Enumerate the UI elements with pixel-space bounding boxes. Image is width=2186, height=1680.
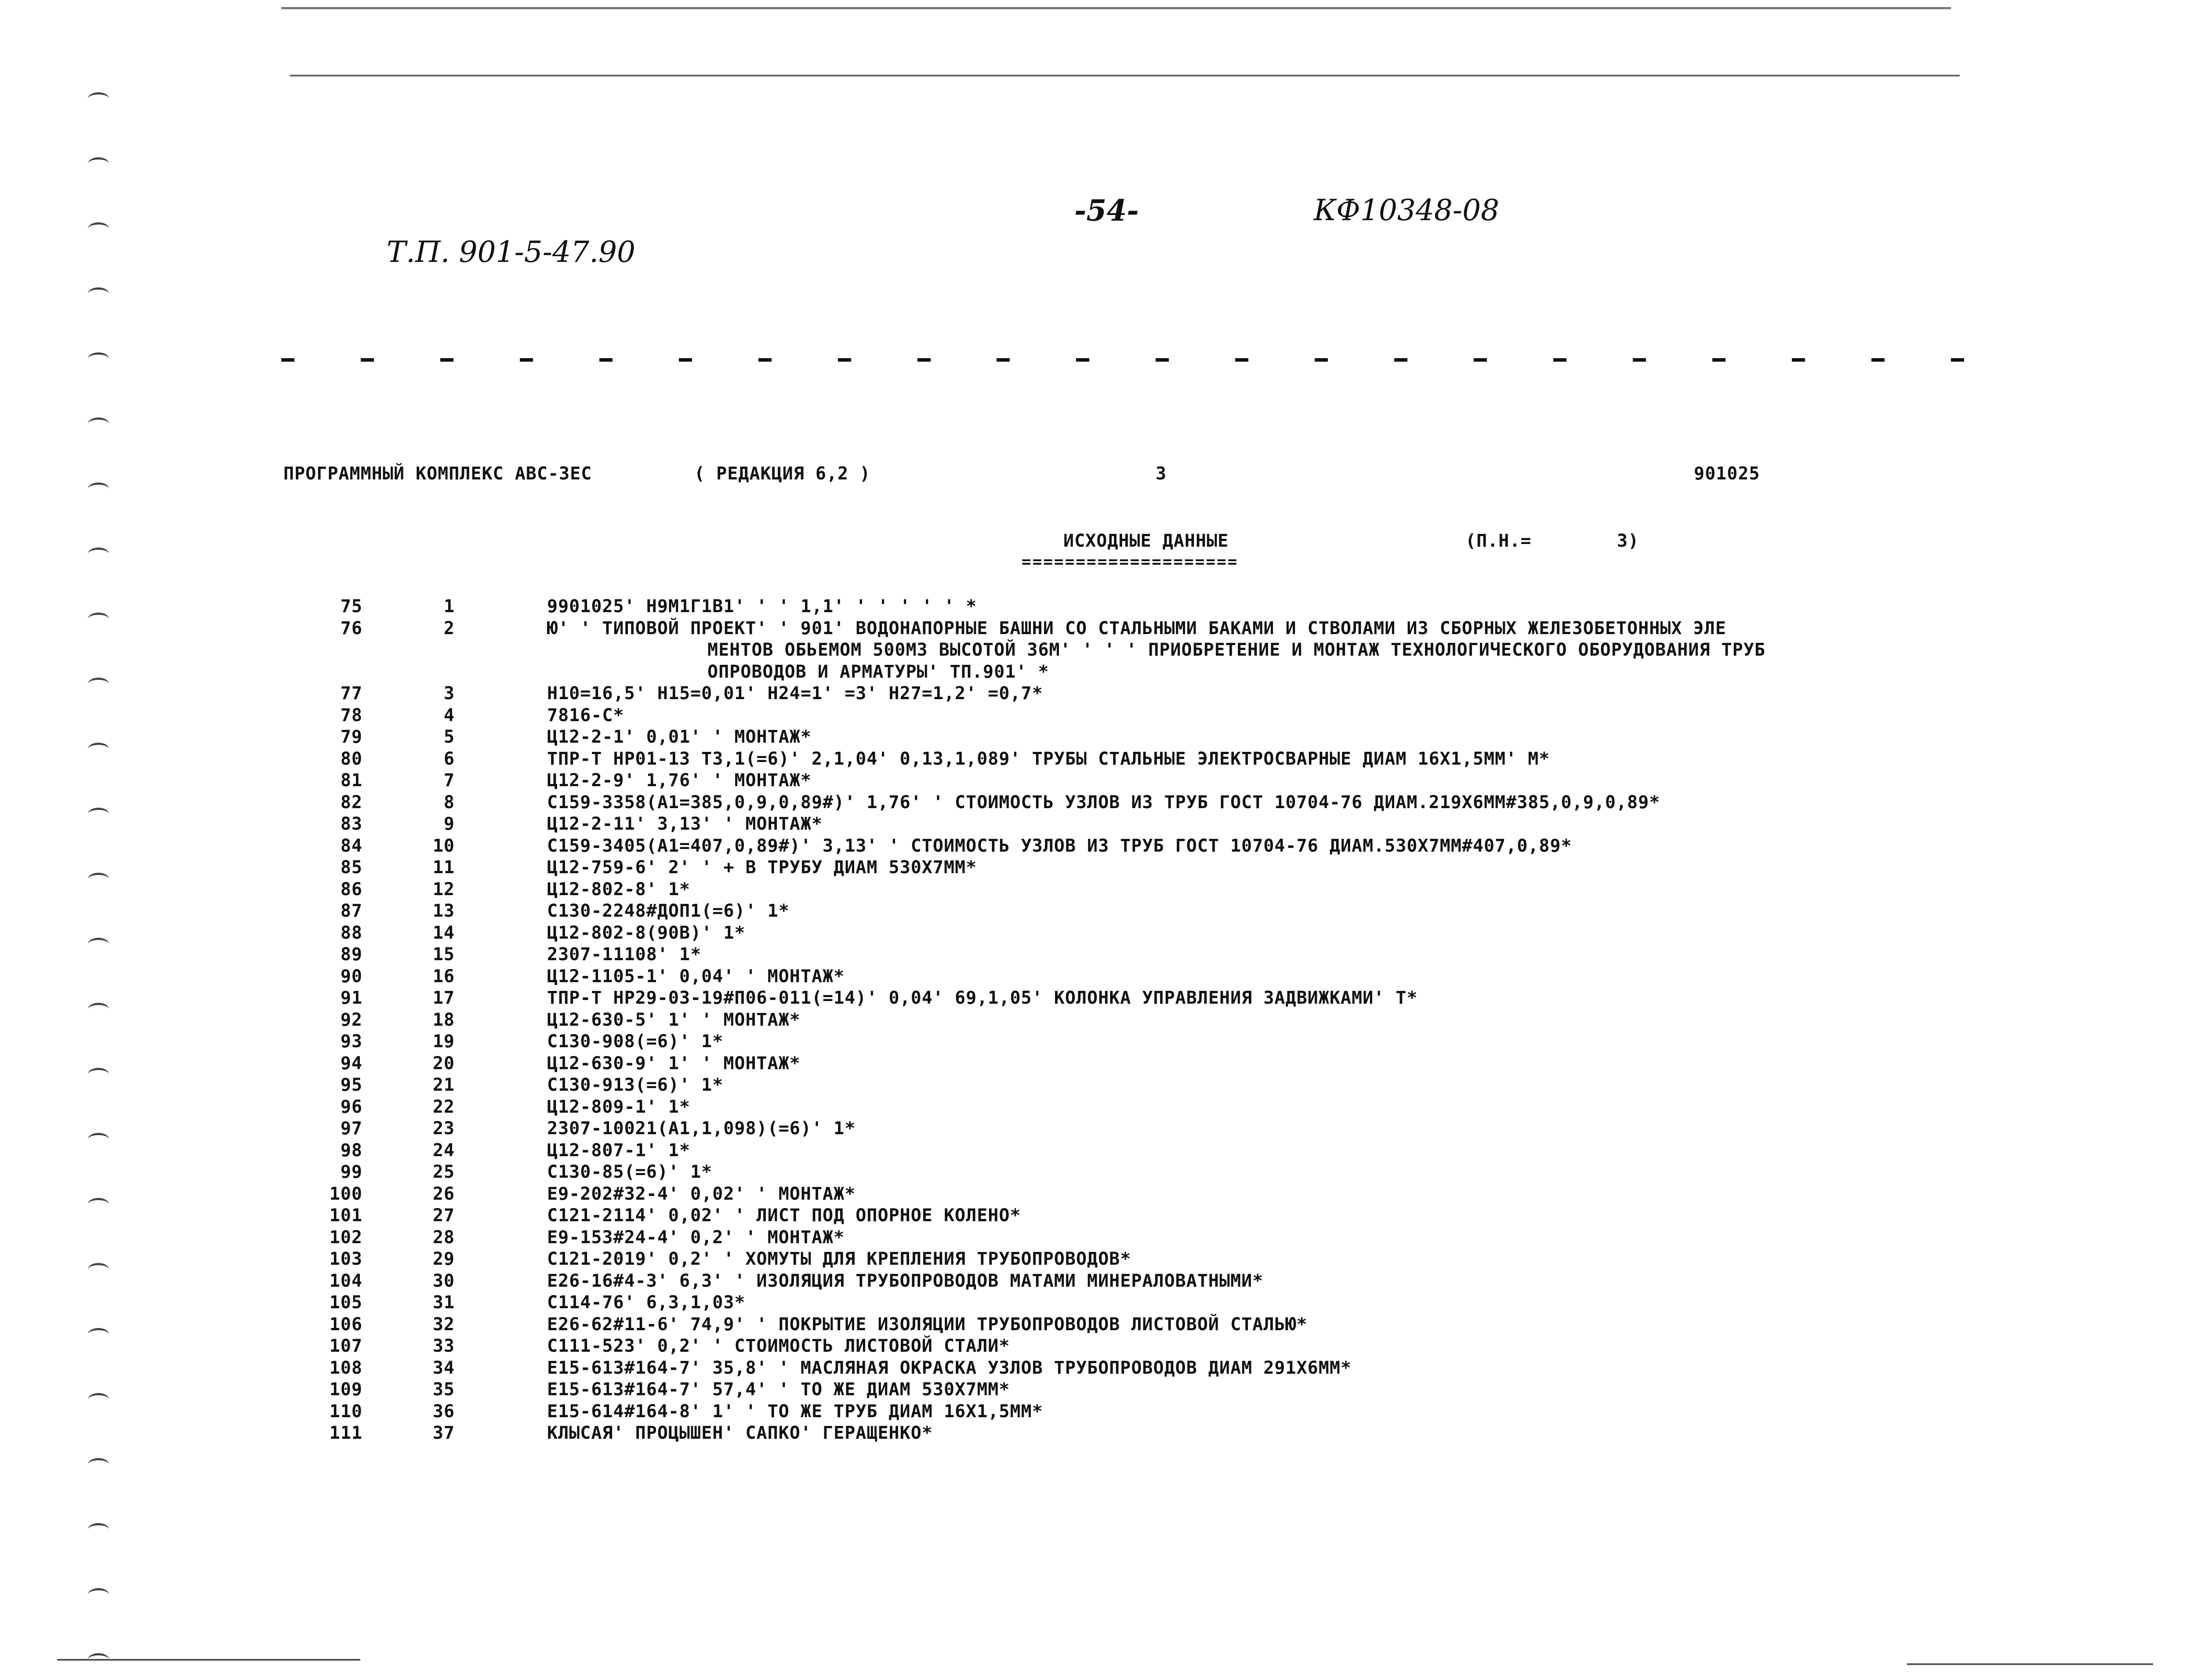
line-number: 107 bbox=[329, 1336, 363, 1356]
line-number: 106 bbox=[329, 1314, 363, 1335]
listing-row bbox=[0, 1009, 2186, 1031]
listing-row bbox=[0, 1053, 2186, 1075]
listing-row bbox=[0, 1118, 2186, 1140]
section-title-underline: ==================== bbox=[1022, 553, 1239, 571]
line-number: 87 bbox=[340, 901, 363, 921]
section-title: ИСХОДНЫЕ ДАННЫЕ bbox=[1063, 531, 1229, 551]
dash-mark bbox=[361, 358, 374, 362]
line-number: 108 bbox=[329, 1357, 363, 1378]
punch-hole-mark bbox=[88, 222, 109, 235]
listing-row bbox=[0, 1401, 2186, 1423]
card-number: 31 bbox=[432, 1292, 455, 1313]
dash-mark bbox=[1235, 358, 1248, 362]
line-number: 99 bbox=[340, 1162, 363, 1182]
punch-hole-mark bbox=[88, 417, 109, 430]
dash-mark bbox=[1315, 358, 1328, 362]
dash-mark bbox=[997, 358, 1010, 362]
handwritten-project: Т.П. 901-5-47.90 bbox=[387, 235, 636, 269]
listing-row bbox=[0, 1227, 2186, 1249]
line-number: 111 bbox=[329, 1423, 363, 1443]
punch-hole-mark bbox=[88, 1653, 109, 1666]
dash-mark bbox=[1474, 358, 1487, 362]
record-text: С121-2019' 0,2' ' ХОМУТЫ ДЛЯ КРЕПЛЕНИЯ ТРУБОПРОВОДОВ* bbox=[547, 1249, 1131, 1269]
listing-row bbox=[0, 1335, 2186, 1357]
record-text: Ц12-630-9' 1' ' МОНТАЖ* bbox=[547, 1053, 801, 1074]
line-number: 95 bbox=[340, 1075, 363, 1095]
line-number: 92 bbox=[340, 1009, 363, 1030]
line-number: 85 bbox=[340, 857, 363, 878]
pn-label: (П.Н.= bbox=[1465, 531, 1532, 551]
dash-mark bbox=[838, 358, 851, 362]
line-number: 84 bbox=[340, 835, 363, 856]
card-number: 34 bbox=[432, 1357, 455, 1378]
record-text: Ц12-759-6' 2' ' + В ТРУБУ ДИАМ 530Х7ММ* bbox=[547, 857, 977, 878]
card-number: 37 bbox=[432, 1423, 455, 1443]
listing-row bbox=[0, 705, 2186, 727]
dash-mark bbox=[1712, 358, 1726, 362]
record-text: Е15-613#164-7' 35,8' ' МАСЛЯНАЯ ОКРАСКА УЗЛОВ ТРУБОПРОВОДОВ ДИАМ 291Х6ММ* bbox=[547, 1357, 1352, 1378]
punch-hole-mark bbox=[88, 92, 109, 105]
dash-mark bbox=[520, 358, 533, 362]
line-number: 110 bbox=[329, 1401, 363, 1422]
dash-mark bbox=[1792, 358, 1805, 362]
bottom-rule-right bbox=[1907, 1663, 2153, 1665]
listing-row bbox=[0, 770, 2186, 792]
line-number: 83 bbox=[340, 814, 363, 834]
listing-row bbox=[0, 835, 2186, 857]
dash-mark bbox=[917, 358, 931, 362]
card-number: 9 bbox=[443, 814, 455, 834]
line-number: 98 bbox=[340, 1140, 363, 1161]
dash-mark bbox=[1394, 358, 1407, 362]
record-text: 7816-С* bbox=[547, 705, 624, 726]
record-text-continuation: МЕНТОВ ОБЬЕМОМ 500М3 ВЫСОТОЙ 36М' ' ' ' ПРИОБРЕТЕНИЕ И МОНТАЖ ТЕХНОЛОГИЧЕСКОГО ОБОРУДОВАНИЯ ТРУБ bbox=[707, 640, 1765, 660]
listing-row bbox=[0, 1248, 2186, 1270]
card-number: 3 bbox=[443, 683, 455, 704]
record-text: Ю' ' ТИПОВОЙ ПРОЕКТ' ' 901' ВОДОНАПОРНЫЕ БАШНИ СО СТАЛЬНЫМИ БАКАМИ И СТВОЛАМИ ИЗ СБОРНЫХ ЖЕЛЕЗОБЕТОННЫХ ЭЛЕ bbox=[547, 618, 1726, 639]
line-number: 79 bbox=[340, 727, 363, 747]
dash-mark bbox=[1951, 358, 1964, 362]
card-number: 21 bbox=[432, 1075, 455, 1095]
record-text: КЛЫСАЯ' ПРОЦЫШЕН' САПКО' ГЕРАЩЕНКО* bbox=[547, 1423, 933, 1443]
dash-mark bbox=[1633, 358, 1646, 362]
listing-row bbox=[0, 1422, 2186, 1444]
punch-hole-mark bbox=[88, 157, 109, 170]
card-number: 24 bbox=[432, 1140, 455, 1161]
card-number: 23 bbox=[432, 1118, 455, 1139]
card-number: 26 bbox=[432, 1183, 455, 1204]
line-number: 76 bbox=[340, 618, 363, 639]
listing-row bbox=[0, 1357, 2186, 1379]
listing-row bbox=[0, 683, 2186, 705]
dashed-separator bbox=[281, 358, 1964, 363]
line-number: 94 bbox=[340, 1053, 363, 1074]
punch-hole-mark bbox=[88, 1458, 109, 1471]
record-text: ТПР-Т НР29-03-19#П06-011(=14)' 0,04' 69,1,05' КОЛОНКА УПРАВЛЕНИЯ ЗАДВИЖКАМИ' Т* bbox=[547, 988, 1418, 1008]
document-code: 901025 bbox=[1694, 464, 1760, 484]
record-text: Ц12-2-11' 3,13' ' МОНТАЖ* bbox=[547, 814, 823, 834]
punch-hole-mark bbox=[88, 352, 109, 365]
line-number: 104 bbox=[329, 1270, 363, 1291]
listing-row bbox=[0, 596, 2186, 618]
record-text: Ц12-2-1' 0,01' ' МОНТАЖ* bbox=[547, 727, 812, 747]
listing-row bbox=[0, 726, 2186, 748]
card-number: 28 bbox=[432, 1227, 455, 1248]
card-number: 29 bbox=[432, 1249, 455, 1269]
line-number: 80 bbox=[340, 748, 363, 769]
line-number: 75 bbox=[340, 596, 363, 617]
record-text: С159-3405(А1=407,0,89#)' 3,13' ' СТОИМОСТЬ УЗЛОВ ИЗ ТРУБ ГОСТ 10704-76 ДИАМ.530Х7ММ#407,0,89* bbox=[547, 835, 1572, 856]
card-number: 5 bbox=[443, 727, 455, 747]
dash-mark bbox=[1156, 358, 1169, 362]
dash-mark bbox=[758, 358, 772, 362]
record-text: Е9-202#32-4' 0,02' ' МОНТАЖ* bbox=[547, 1183, 856, 1204]
card-number: 13 bbox=[432, 901, 455, 921]
record-text: С130-2248#ДОП1(=6)' 1* bbox=[547, 901, 790, 921]
card-number: 36 bbox=[432, 1401, 455, 1422]
record-text: 2307-10021(А1,1,098)(=6)' 1* bbox=[547, 1118, 856, 1139]
card-number: 14 bbox=[432, 922, 455, 943]
dash-mark bbox=[1553, 358, 1566, 362]
record-text: Ц12-2-9' 1,76' ' МОНТАЖ* bbox=[547, 770, 812, 791]
listing-row bbox=[0, 879, 2186, 901]
line-number: 81 bbox=[340, 770, 363, 791]
line-number: 105 bbox=[329, 1292, 363, 1313]
line-number: 102 bbox=[329, 1227, 363, 1248]
listing-row bbox=[0, 987, 2186, 1009]
line-number: 91 bbox=[340, 988, 363, 1008]
record-text: Н10=16,5' Н15=0,01' Н24=1' =3' Н27=1,2' =0,7* bbox=[547, 683, 1043, 704]
record-text: Ц12-807-1' 1* bbox=[547, 1140, 691, 1161]
listing-row bbox=[0, 748, 2186, 770]
record-text: Е26-62#11-6' 74,9' ' ПОКРЫТИЕ ИЗОЛЯЦИИ ТРУБОПРОВОДОВ ЛИСТОВОЙ СТАЛЬЮ* bbox=[547, 1314, 1308, 1335]
pn-value: 3) bbox=[1617, 531, 1639, 551]
card-number: 33 bbox=[432, 1336, 455, 1356]
card-number: 30 bbox=[432, 1270, 455, 1291]
listing-row bbox=[0, 1205, 2186, 1227]
card-number: 7 bbox=[443, 770, 455, 791]
line-number: 88 bbox=[340, 922, 363, 943]
listing-row bbox=[0, 1314, 2186, 1336]
record-text: 9901025' Н9М1Г1В1' ' ' 1,1' ' ' ' ' ' * bbox=[547, 596, 977, 617]
punch-hole-mark bbox=[88, 548, 109, 560]
record-text: Е15-614#164-8' 1' ' ТО ЖЕ ТРУБ ДИАМ 16Х1,5ММ* bbox=[547, 1401, 1043, 1422]
page-number: 3 bbox=[1156, 464, 1167, 484]
punch-hole-mark bbox=[88, 287, 109, 300]
data-listing bbox=[0, 596, 2186, 1444]
dash-mark bbox=[440, 358, 453, 362]
listing-row bbox=[0, 813, 2186, 835]
card-number: 19 bbox=[432, 1031, 455, 1052]
program-name: ПРОГРАММНЫЙ КОМПЛЕКС АВС-ЗЕС bbox=[283, 464, 592, 484]
upper-rule bbox=[290, 75, 1960, 76]
listing-row bbox=[0, 1270, 2186, 1292]
record-text: С121-2114' 0,02' ' ЛИСТ ПОД ОПОРНОЕ КОЛЕНО* bbox=[547, 1205, 1021, 1226]
punch-hole-mark bbox=[88, 483, 109, 495]
top-rule bbox=[281, 7, 1951, 9]
card-number: 15 bbox=[432, 944, 455, 965]
listing-row bbox=[0, 1140, 2186, 1162]
card-number: 35 bbox=[432, 1379, 455, 1400]
line-number: 96 bbox=[340, 1096, 363, 1117]
line-number: 78 bbox=[340, 705, 363, 726]
record-text: С130-913(=6)' 1* bbox=[547, 1075, 724, 1095]
listing-row bbox=[0, 792, 2186, 814]
card-number: 11 bbox=[432, 857, 455, 878]
card-number: 2 bbox=[443, 618, 455, 639]
record-text: Е9-153#24-4' 0,2' ' МОНТАЖ* bbox=[547, 1227, 845, 1248]
record-text: Ц12-630-5' 1' ' МОНТАЖ* bbox=[547, 1009, 801, 1030]
punch-hole-mark bbox=[88, 1523, 109, 1536]
listing-row bbox=[0, 1292, 2186, 1314]
listing-row bbox=[0, 1096, 2186, 1118]
listing-row bbox=[0, 922, 2186, 944]
line-number: 77 bbox=[340, 683, 363, 704]
listing-row bbox=[0, 1074, 2186, 1096]
record-text: С114-76' 6,3,1,03* bbox=[547, 1292, 746, 1313]
card-number: 32 bbox=[432, 1314, 455, 1335]
record-text: Ц12-809-1' 1* bbox=[547, 1096, 691, 1117]
line-number: 103 bbox=[329, 1249, 363, 1269]
listing-row bbox=[0, 1031, 2186, 1053]
line-number: 97 bbox=[340, 1118, 363, 1139]
card-number: 12 bbox=[432, 879, 455, 900]
dash-mark bbox=[1076, 358, 1089, 362]
dash-mark bbox=[599, 358, 613, 362]
dash-mark bbox=[679, 358, 692, 362]
card-number: 27 bbox=[432, 1205, 455, 1226]
record-text: Ц12-1105-1' 0,04' ' МОНТАЖ* bbox=[547, 966, 845, 987]
line-number: 100 bbox=[329, 1183, 363, 1204]
edition: ( РЕДАКЦИЯ 6,2 ) bbox=[694, 464, 871, 484]
card-number: 1 bbox=[443, 596, 455, 617]
listing-row bbox=[0, 857, 2186, 879]
line-number: 86 bbox=[340, 879, 363, 900]
card-number: 8 bbox=[443, 792, 455, 813]
record-text: Ц12-802-8' 1* bbox=[547, 879, 691, 900]
card-number: 20 bbox=[432, 1053, 455, 1074]
line-number: 109 bbox=[329, 1379, 363, 1400]
handwritten-code: КФ10348-08 bbox=[1314, 193, 1500, 227]
record-text: ТПР-Т НР01-13 Т3,1(=6)' 2,1,04' 0,13,1,089' ТРУБЫ СТАЛЬНЫЕ ЭЛЕКТРОСВАРНЫЕ ДИАМ 16Х1,5ММ' М* bbox=[547, 748, 1550, 769]
record-text: С159-3358(А1=385,0,9,0,89#)' 1,76' ' СТОИМОСТЬ УЗЛОВ ИЗ ТРУБ ГОСТ 10704-76 ДИАМ.219Х6ММ#385,0,9,0,89* bbox=[547, 792, 1660, 813]
listing-row bbox=[0, 944, 2186, 966]
card-number: 25 bbox=[432, 1162, 455, 1182]
card-number: 17 bbox=[432, 988, 455, 1008]
listing-row bbox=[0, 618, 2186, 683]
listing-row bbox=[0, 1161, 2186, 1183]
record-text: С130-85(=6)' 1* bbox=[547, 1162, 713, 1182]
line-number: 89 bbox=[340, 944, 363, 965]
listing-row bbox=[0, 966, 2186, 988]
dash-mark bbox=[281, 358, 294, 362]
record-text: 2307-11108' 1* bbox=[547, 944, 702, 965]
line-number: 101 bbox=[329, 1205, 363, 1226]
dash-mark bbox=[1871, 358, 1885, 362]
card-number: 16 bbox=[432, 966, 455, 987]
card-number: 18 bbox=[432, 1009, 455, 1030]
card-number: 22 bbox=[432, 1096, 455, 1117]
listing-row bbox=[0, 1183, 2186, 1205]
record-text-continuation: ОПРОВОДОВ И АРМАТУРЫ' ТП.901' * bbox=[707, 661, 1049, 682]
card-number: 6 bbox=[443, 748, 455, 769]
record-text: Е15-613#164-7' 57,4' ' ТО ЖЕ ДИАМ 530Х7ММ* bbox=[547, 1379, 1010, 1400]
card-number: 4 bbox=[443, 705, 455, 726]
listing-row bbox=[0, 1379, 2186, 1401]
line-number: 82 bbox=[340, 792, 363, 813]
handwritten-page-number: -54- bbox=[1074, 193, 1139, 228]
punch-hole-mark bbox=[88, 1588, 109, 1601]
record-text: Е26-16#4-3' 6,3' ' ИЗОЛЯЦИЯ ТРУБОПРОВОДОВ МАТАМИ МИНЕРАЛОВАТНЫМИ* bbox=[547, 1270, 1264, 1291]
listing-row bbox=[0, 900, 2186, 922]
line-number: 90 bbox=[340, 966, 363, 987]
line-number: 93 bbox=[340, 1031, 363, 1052]
record-text: С111-523' 0,2' ' СТОИМОСТЬ ЛИСТОВОЙ СТАЛИ* bbox=[547, 1336, 1010, 1356]
record-text: С130-908(=6)' 1* bbox=[547, 1031, 724, 1052]
record-text: Ц12-802-8(90В)' 1* bbox=[547, 922, 746, 943]
card-number: 10 bbox=[432, 835, 455, 856]
